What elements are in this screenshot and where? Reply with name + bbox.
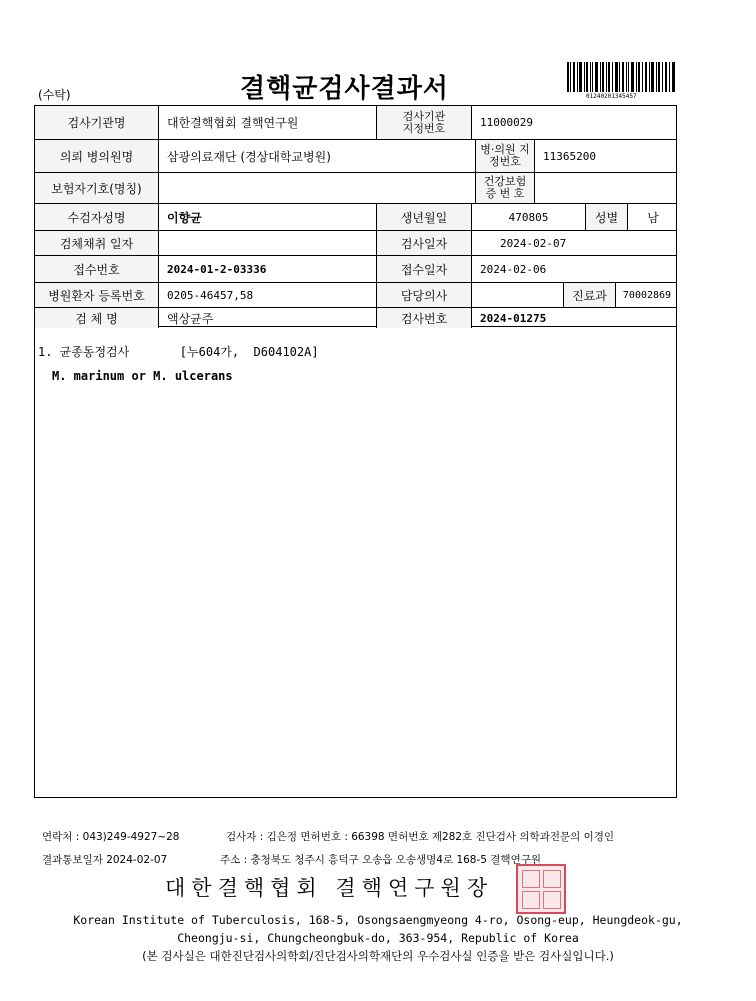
insurance-value <box>158 173 475 203</box>
table-row <box>35 282 676 307</box>
lab-code-value: 11000029 <box>471 106 678 139</box>
barcode-number: 01240201345457 <box>586 93 637 100</box>
table-row <box>35 139 676 172</box>
results-box <box>34 326 677 798</box>
sex-label: 성별 <box>585 204 627 230</box>
table-row <box>35 307 676 328</box>
birth-value: 470805 <box>471 204 585 230</box>
patient-info-table <box>34 105 677 327</box>
table-row <box>35 255 676 282</box>
patient-name-label: 수검자성명 <box>35 204 158 230</box>
report-date: 결과통보일자 2024-02-07 <box>42 854 168 866</box>
institute-address-english <box>0 911 756 947</box>
receipt-tag: (수탁) <box>38 88 71 102</box>
official-seal-icon <box>516 864 566 914</box>
table-row <box>35 230 676 255</box>
test-date-value: 2024-02-07 <box>471 231 678 255</box>
institute-name-korean: 대한결핵협회 결핵연구원장 <box>165 876 494 900</box>
specimen-value: 액상균주 <box>158 308 376 328</box>
hospital-patient-no-label: 병원환자 등록번호 <box>35 283 158 307</box>
requesting-hospital-label: 의뢰 병의원명 <box>35 140 158 172</box>
table-row <box>35 106 676 139</box>
health-insurance-no-label: 건강보험 증 번 호 <box>475 173 534 203</box>
receipt-date-label: 접수일자 <box>376 256 471 282</box>
specimen-label: 검 체 명 <box>35 308 158 328</box>
institute-address-line-2: Cheongju-si, Chungcheongbuk-do, 363-954, Republic of Korea <box>177 931 579 945</box>
test-result: M. marinum or M. ulcerans <box>52 369 233 383</box>
lab-name-value: 대한결핵협회 결핵연구원 <box>158 106 376 139</box>
department-value: 70002869 <box>615 283 678 307</box>
barcode-image <box>567 62 675 92</box>
birth-label: 생년월일 <box>376 204 471 230</box>
requesting-hospital-value: 삼광의료재단 (경상대학교병원) <box>158 140 475 172</box>
document-title: 결핵균검사결과서 <box>240 74 449 104</box>
receipt-no-value: 2024-01-2-03336 <box>158 256 376 282</box>
table-row <box>35 203 676 230</box>
health-insurance-no-value <box>534 173 678 203</box>
test-line: 1. 균종동정검사 [누604가, D604102A] <box>38 345 319 359</box>
test-date-label: 검사일자 <box>376 231 471 255</box>
receipt-no-label: 접수번호 <box>35 256 158 282</box>
receipt-date-value: 2024-02-06 <box>471 256 678 282</box>
insurance-label: 보험자기호(명칭) <box>35 173 158 203</box>
institute-address-line-1: Korean Institute of Tuberculosis, 168-5, Osongsaengmyeong 4-ro, Osong-eup, Heungdeok-gu, <box>73 913 683 927</box>
sex-value: 남 <box>627 204 678 230</box>
table-row <box>35 172 676 203</box>
patient-name-value: 이향균 <box>158 204 376 230</box>
hospital-code-label: 병·의원 지정번호 <box>475 140 534 172</box>
contact-phone: 연락처 : 043)249-4927~28 <box>42 831 180 843</box>
collection-date-value <box>158 231 376 255</box>
lab-name-label: 검사기관명 <box>35 106 158 139</box>
hospital-patient-no-value: 0205-46457,58 <box>158 283 376 307</box>
hospital-code-value: 11365200 <box>534 140 678 172</box>
doctor-value <box>471 283 563 307</box>
test-no-value: 2024-01275 <box>471 308 678 328</box>
department-label: 진료과 <box>563 283 615 307</box>
doctor-label: 담당의사 <box>376 283 471 307</box>
lab-code-label: 검사기관 지정번호 <box>376 106 471 139</box>
examiner-info: 검사자 : 김은정 면허번호 : 66398 면허번호 제282호 진단검사 의학과전문의 이경인 <box>226 831 615 843</box>
test-no-label: 검사번호 <box>376 308 471 328</box>
certification-note: (본 검사실은 대한진단검사의학회/진단검사의학재단의 우수검사실 인증을 받은 검사실입니다.) <box>142 949 614 963</box>
collection-date-label: 검체채취 일자 <box>35 231 158 255</box>
address: 주소 : 충청북도 청주시 흥덕구 오송읍 오송생명4로 168-5 결핵연구원 <box>220 854 542 866</box>
